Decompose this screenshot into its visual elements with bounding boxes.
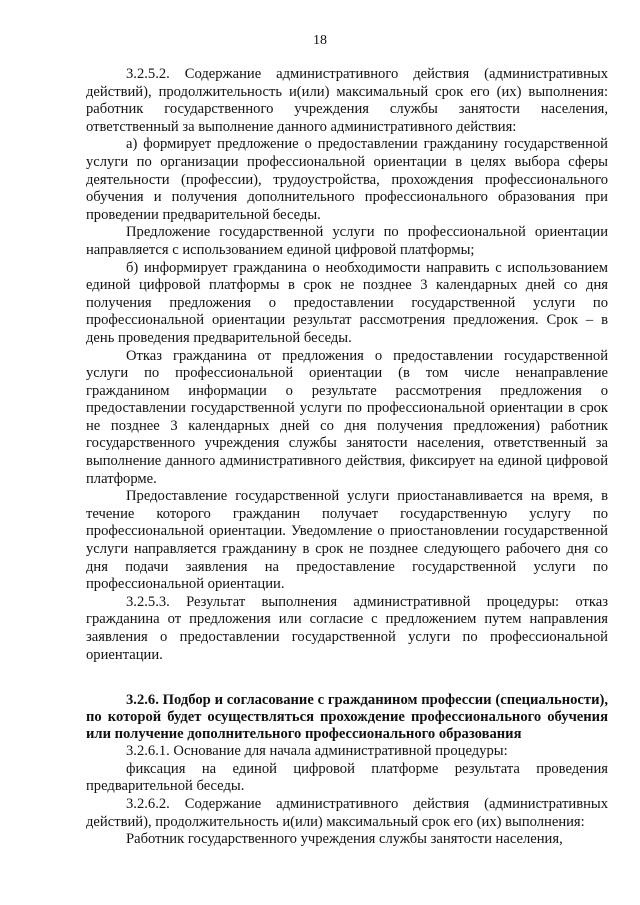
paragraph-worker: Работник государственного учреждения службы занятости населения, — [126, 831, 563, 848]
section-heading-3-2-6: 3.2.6. Подбор и согласование с гражданином профессии (специальности), по которой будет осуществляться прохождение профессионального обучения или получение дополнительного профессионального образования — [86, 692, 608, 743]
paragraph-offer-sent: Предложение государственной услуги по профессиональной ориентации направляется с использованием единой цифровой платформы; — [86, 224, 608, 258]
paragraph-3-2-6-2: 3.2.6.2. Содержание административного действия (административных действий), продолжительность и(или) максимальный срок его (их) выполнения: — [86, 795, 608, 830]
paragraph-3-2-5-2: 3.2.5.2. Содержание административного действия (административных действий), продолжительность и(или) максимальный срок его (их) выполнения: работник государственного учреждения службы занятости населения, ответственный за выполнение данного административного действия: — [86, 66, 608, 135]
paragraph-3-2-6-1: 3.2.6.1. Основание для начала административной процедуры: — [126, 743, 508, 760]
paragraph-3-2-5-3: 3.2.5.3. Результат выполнения административной процедуры: отказ гражданина от предложения или согласие с предложением путем направления заявления о предоставлении государственной услуги по профессиональной ориентации. — [86, 593, 608, 663]
paragraph-refusal: Отказ гражданина от предложения о предоставлении государственной услуги по профессиональной ориентации (в том числе ненаправление гражданином информации о результате рассмотрения предложения о предоставлении государственной услуги по профессиональной ориентации в срок не позднее 3 календарных дней со дня получения предложения) работник государственного учреждения службы занятости населения, ответственный за выполнение данного административного действия, фиксирует на единой цифровой платформе. — [86, 347, 608, 487]
page-number: 18 — [313, 33, 327, 48]
paragraph-item-a: а) формирует предложение о предоставлении гражданину государственной услуги по организации профессиональной ориентации в целях выбора сферы деятельности (профессии), трудоустройства, прохождения профессионального обучения и получения дополнительного профессионального образования при проведении предварительной беседы. — [86, 136, 608, 223]
paragraph-suspension: Предоставление государственной услуги приостанавливается на время, в течение которого гражданин получает государственную услугу по профессиональной ориентации. Уведомление о приостановлении государственной услуги направляется гражданину в срок не позднее следующего рабочего дня со дня подачи заявления на предоставление государственной услуги по профессиональной ориентации. — [86, 488, 608, 593]
document-body — [86, 66, 608, 849]
paragraph-item-b: б) информирует гражданина о необходимости направить с использованием единой цифровой платформы в срок не позднее 3 календарных дней со дня получения предложения о предоставлении государственной услуги по профессиональной ориентации результат рассмотрения предложения. Срок – в день проведения предварительной беседы. — [86, 259, 608, 346]
paragraph-fixation: фиксация на единой цифровой платформе результата проведения предварительной беседы. — [86, 760, 608, 795]
